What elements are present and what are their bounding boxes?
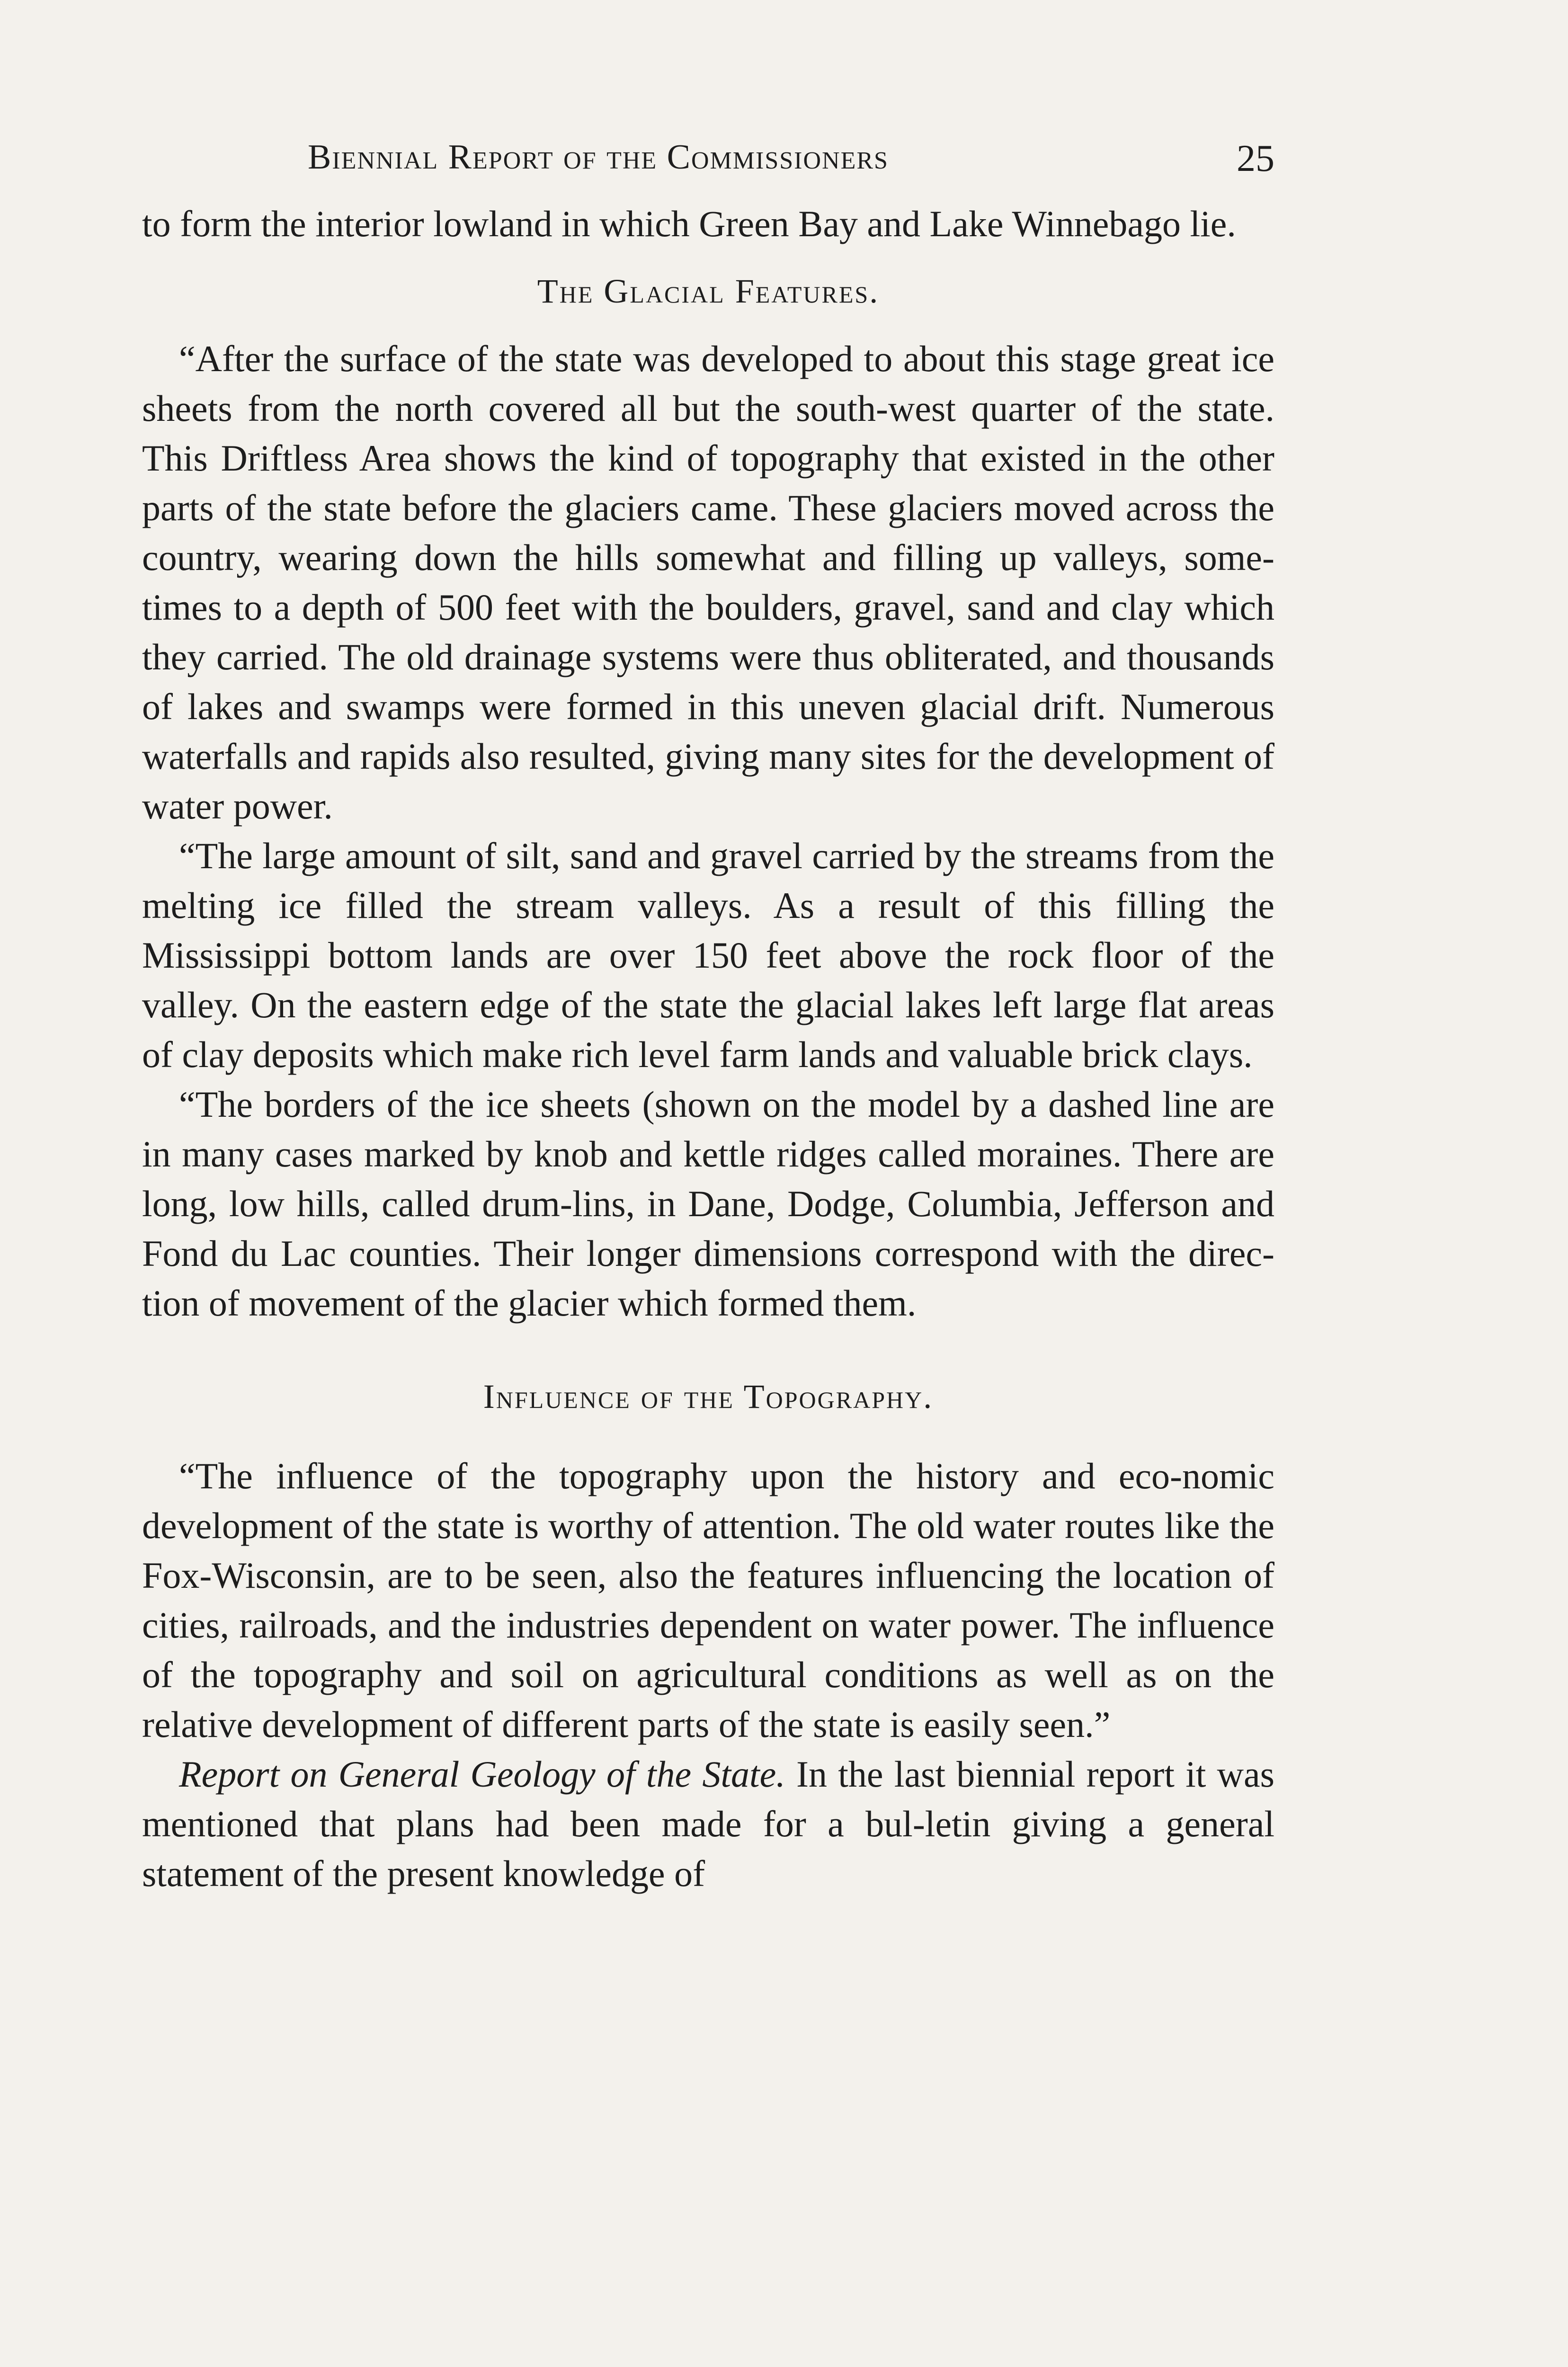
glacial-paragraph-2: “The large amount of silt, sand and gravel carried by the streams from the melting ice filled the stream valleys. As a result of this filling the Mississippi bottom lands are over 150 feet above the rock floor of the valley. On the eastern edge of the state the glacial lakes left large flat areas of clay deposits which make rich level farm lands and valuable brick clays. [142, 835, 1274, 1075]
running-title: Biennial Report of the Commissioners [308, 138, 889, 177]
page-number: 25 [1237, 138, 1274, 179]
report-paragraph [142, 1749, 1274, 1898]
report-text: In the last biennial report it was mentioned that plans had been made for a bul-letin giving a general statement of the present knowledge of [142, 1753, 1274, 1894]
glacial-paragraph-3: “The borders of the ice sheets (shown on the model by a dashed line are in many cases marked by knob and kettle ridges called moraines. There are long, low hills, called drum-lins, in Dane, Dodge, Columbia, Jefferson and Fond du Lac counties. Their longer dimensions correspond with the direc-tion of movement of the glacier which formed them. [142, 1084, 1274, 1324]
section-heading-glacial-features: The Glacial Features. [537, 272, 880, 310]
running-header [142, 137, 1274, 199]
document-page [142, 137, 1274, 1898]
section-heading-influence-topography: Influence of the Topography. [483, 1378, 934, 1415]
intro-paragraph: to form the interior lowland in which Green Bay and Lake Winnebago lie. [142, 203, 1236, 244]
report-title: Report on General Geology of the State. [179, 1753, 785, 1795]
influence-paragraph: “The influence of the topography upon the history and eco-nomic development of the state is worthy of attention. The old water routes like the Fox-Wisconsin, are to be seen, also the features influencing the location of cities, railroads, and the industries dependent on water power. The influence of the topography and soil on agricultural conditions as well as on the relative development of different parts of the state is easily seen.” [142, 1455, 1274, 1745]
glacial-paragraph-1: “After the surface of the state was developed to about this stage great ice sheets from the north covered all but the south-west quarter of the state. This Driftless Area shows the kind of topography that existed in the other parts of the state before the glaciers came. These glaciers moved across the country, wearing down the hills somewhat and filling up valleys, some-times to a depth of 500 feet with the boulders, gravel, sand and clay which they carried. The old drainage systems were thus obliterated, and thousands of lakes and swamps were formed in this uneven glacial drift. Numerous waterfalls and rapids also resulted, giving many sites for the development of water power. [142, 338, 1274, 827]
